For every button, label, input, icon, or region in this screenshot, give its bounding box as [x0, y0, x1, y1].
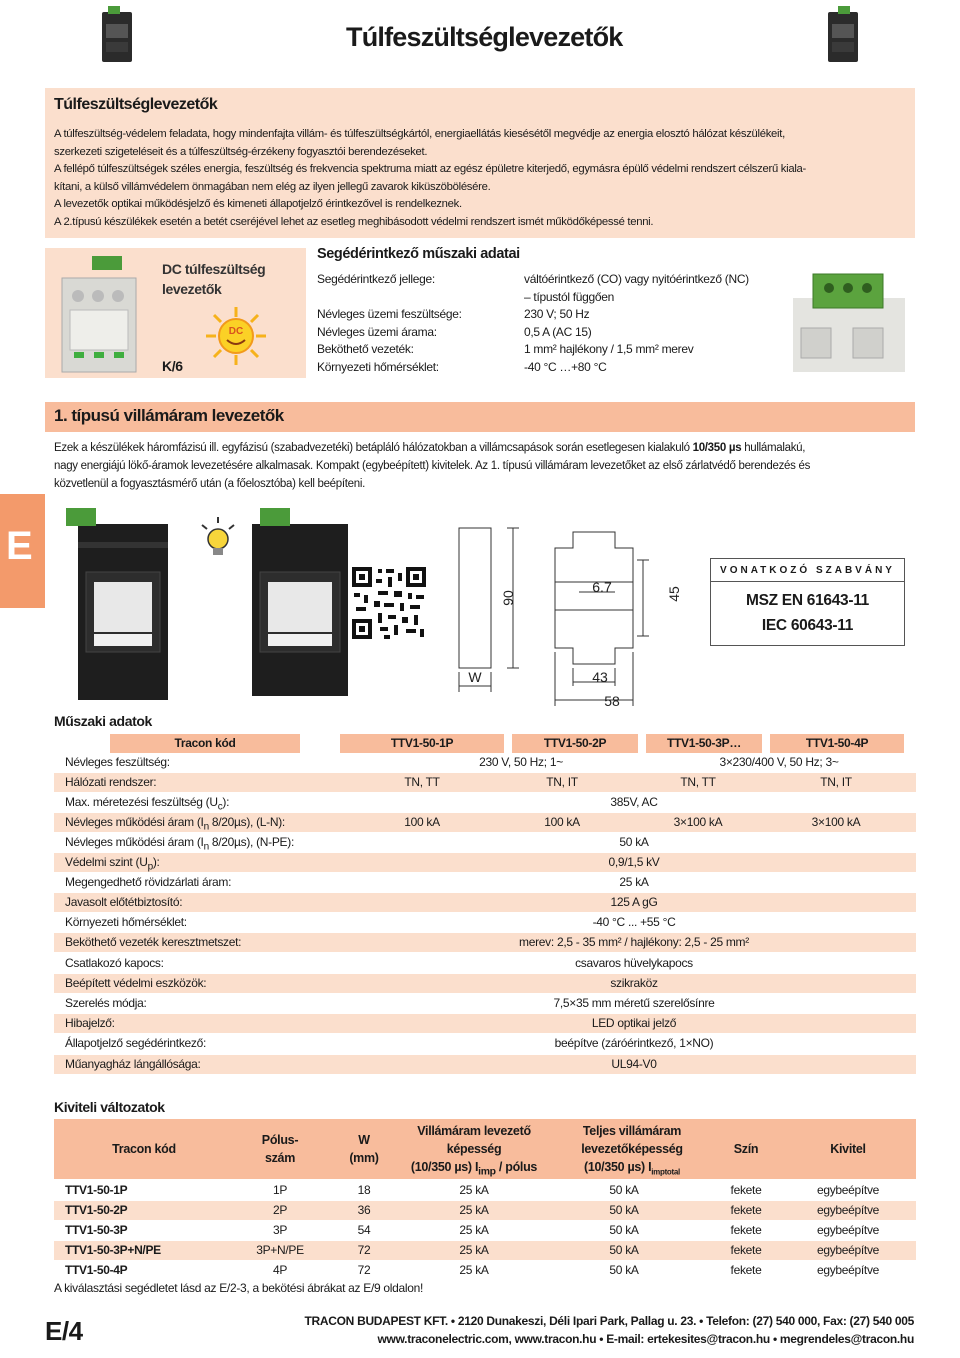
variant-poles: 4P: [272, 1263, 288, 1277]
head-line: levezetőképesség: [581, 1142, 683, 1156]
spec-value: 3×100 kA: [811, 815, 861, 829]
variant-total: 50 kA: [609, 1183, 639, 1197]
spec-row: [54, 913, 916, 932]
spec-value: beépítve (záróérintkező, 1×NO): [554, 1036, 714, 1050]
spec-row: [54, 893, 916, 912]
spec-label-text: ):: [222, 795, 230, 809]
variant-poles: 1P: [272, 1183, 288, 1197]
spec-label: [65, 815, 285, 832]
variant-row: [54, 1201, 916, 1220]
aux-label: Névleges üzemi árama:: [317, 325, 437, 339]
aux-label: Névleges üzemi feszültsége:: [317, 307, 462, 321]
variants-head-type: Kivitel: [830, 1142, 866, 1156]
dc-title-line: levezetők: [162, 281, 222, 297]
lightbulb-icon: [196, 515, 240, 559]
spec-header-col: TTV1-50-3P…: [646, 734, 762, 753]
type1-line: nagy energiájú lökő-áramok levezetésére alkalmasak. Kompakt (egybeépített) kivitelek. Az 1. típusú villámáram levezetőket az első zárlatvédő berendezés és: [54, 460, 811, 472]
spec-label: Névleges feszültség:: [65, 755, 170, 769]
variant-imp: 25 kA: [459, 1223, 489, 1237]
spec-row: [54, 773, 916, 792]
aux-row: [317, 307, 777, 325]
page-title: Túlfeszültséglevezetők: [346, 22, 623, 52]
spec-value: UL94-V0: [611, 1057, 657, 1071]
intro-title: Túlfeszültséglevezetők: [54, 96, 218, 113]
dc-title: [162, 259, 265, 299]
spec-label: Beépített védelmi eszközök:: [65, 976, 207, 990]
section-tab-label: E: [6, 524, 33, 568]
variant-color: fekete: [730, 1263, 762, 1277]
sun-icon: [200, 305, 272, 367]
aux-row: [317, 272, 777, 290]
spec-value: 3×100 kA: [673, 815, 723, 829]
aux-row: [317, 290, 777, 308]
type1-text-part: Ezek a készülékek háromfázisú ill. egyfázisú (szabadvezetéki) betápláló hálózatokban a villámcsapások során esetlegesen kialakuló: [54, 442, 693, 454]
head-text: (10/350 µs) I: [410, 1160, 479, 1174]
spec-label-text: ):: [152, 855, 160, 869]
variant-width: 18: [357, 1183, 371, 1197]
variants-head-width: [334, 1131, 394, 1167]
spec-row: [54, 753, 916, 772]
intro-text: [54, 126, 906, 232]
variants-head-imp: [399, 1122, 549, 1182]
spec-value: TN, IT: [546, 775, 578, 789]
variant-code: TTV1-50-3P+N/PE: [65, 1243, 161, 1257]
spec-label-sub: p: [147, 861, 153, 873]
head-line: szám: [264, 1151, 296, 1165]
spec-value: -40 °C ... +55 °C: [592, 915, 676, 929]
section-title: 1. típusú villámáram levezetők: [54, 406, 284, 425]
variant-row: [54, 1241, 916, 1260]
aux-value: 1 mm² hajlékony / 1,5 mm² merev: [524, 342, 694, 356]
spec-row: [54, 833, 916, 852]
spec-value: 25 kA: [619, 875, 649, 889]
spec-row: [54, 873, 916, 892]
spec-row: [54, 974, 916, 993]
variant-poles: 3P+N/PE: [256, 1243, 304, 1257]
type1-text-bold: 10/350 µs: [692, 442, 742, 454]
section-bar-type1: [45, 402, 915, 432]
aux-row: [317, 325, 777, 343]
variant-width: 54: [357, 1223, 371, 1237]
spec-value: szikraköz: [610, 976, 658, 990]
product-image-2: [246, 502, 356, 698]
intro-line: A 2.típusú készülékek esetén a betét cseréjével lehet az esetleg meghibásodott védelmi rendszert ismét működőképessé tenni.: [54, 215, 654, 228]
intro-line: A túlfeszültség-védelem feladata, hogy mindenfajta villám- és túlfeszültségkártól, energiaellátás kiesésétől megvédje az energia elosztó hálózat készülékeit,: [54, 128, 785, 140]
spec-value: csavaros hüvelykapocs: [575, 956, 693, 970]
variant-color: fekete: [730, 1223, 762, 1237]
variant-width: 36: [357, 1203, 371, 1217]
variants-head-poles: [240, 1131, 320, 1167]
variants-head-color: Szín: [733, 1142, 759, 1156]
dim-depth: 6.7: [592, 579, 612, 595]
spec-row: [54, 1034, 916, 1053]
head-line: [557, 1158, 707, 1182]
head-line: Villámáram levezető: [417, 1124, 531, 1138]
variant-type: egybeépítve: [816, 1203, 880, 1217]
dc-code: K/6: [162, 358, 183, 374]
variant-imp: 25 kA: [459, 1243, 489, 1257]
intro-line: kítani, a külső villámvédelem önmagában nem elég az ilyen jellegű zavarok kiküszöbölésére.: [54, 180, 491, 193]
variant-total: 50 kA: [609, 1263, 639, 1277]
spec-label: Megengedhető rövidzárlati áram:: [65, 875, 232, 889]
spec-value: 100 kA: [544, 815, 580, 829]
head-text: (10/350 µs) I: [584, 1160, 652, 1174]
spec-label-sub: n: [203, 821, 209, 833]
spec-value: 3×230/400 V, 50 Hz; 3~: [719, 755, 839, 769]
spec-label: [65, 795, 229, 812]
aux-value: – típustól függően: [524, 290, 615, 304]
dim-58: 58: [604, 693, 620, 709]
variant-poles: 3P: [272, 1223, 288, 1237]
variant-color: fekete: [730, 1183, 762, 1197]
spec-row: [54, 813, 916, 832]
page-number: E/4: [45, 1316, 83, 1346]
head-text: / pólus: [495, 1160, 538, 1174]
head-sub: imptotal: [651, 1167, 680, 1177]
spec-label: Hibajelző:: [65, 1016, 115, 1030]
head-line: Teljes villámáram: [582, 1124, 682, 1138]
dim-45: 45: [666, 586, 682, 602]
variant-total: 50 kA: [609, 1203, 639, 1217]
spec-label: Szerelés módja:: [65, 996, 147, 1010]
aux-contact-image: [793, 268, 905, 372]
dim-height: 90: [500, 590, 516, 606]
spec-header-code: Tracon kód: [110, 734, 300, 753]
product-image-1: [58, 502, 188, 702]
type1-line: közvetlenül a fogyasztásmérő után (a főelosztóba) kell beépíteni.: [54, 478, 365, 490]
aux-label: Környezeti hőmérséklet:: [317, 360, 439, 374]
spec-label-sub: c: [217, 801, 223, 813]
dc-badge: DC: [228, 326, 244, 337]
intro-line: A levezetők optikai működésjelző és kimeneti állapotjelző érintkezővel is rendelkeznek.: [54, 198, 462, 211]
variant-width: 72: [357, 1243, 371, 1257]
aux-label: Segédérintkező jellege:: [317, 272, 435, 286]
standards-heading: VONATKOZÓ SZABVÁNY: [711, 559, 904, 582]
variant-code: TTV1-50-1P: [65, 1183, 128, 1197]
variant-imp: 25 kA: [459, 1203, 489, 1217]
qr-code: [350, 565, 428, 641]
head-line: képesség: [446, 1142, 502, 1156]
spec-label: [65, 835, 294, 852]
head-line: [399, 1158, 549, 1182]
variant-type: egybeépítve: [816, 1263, 880, 1277]
spec-label: Műanyagház lángállósága:: [65, 1057, 201, 1071]
spec-label-text: 8/20µs), (N-PE):: [208, 835, 294, 849]
standards-box: [710, 558, 905, 646]
aux-label: Beköthető vezeték:: [317, 342, 414, 356]
spec-label-sub: n: [203, 841, 209, 853]
standard-2: IEC 60643-11: [761, 617, 854, 634]
type1-line: [54, 439, 914, 457]
variants-head-total: [557, 1122, 707, 1182]
spec-value: TN, TT: [404, 775, 440, 789]
spec-value: TN, IT: [820, 775, 852, 789]
variant-type: egybeépítve: [816, 1183, 880, 1197]
spec-row: [54, 1055, 916, 1074]
spec-value: LED optikai jelző: [591, 1016, 677, 1030]
aux-title: Segédérintkező műszaki adatai: [317, 246, 520, 262]
aux-value: 230 V; 50 Hz: [524, 307, 590, 321]
variant-row: [54, 1261, 916, 1280]
aux-row: [317, 342, 777, 360]
spec-row: [54, 853, 916, 872]
variant-total: 50 kA: [609, 1223, 639, 1237]
aux-value: -40 °C …+80 °C: [524, 360, 607, 374]
standard-1: MSZ EN 61643-11: [745, 592, 869, 609]
spec-value: 0,9/1,5 kV: [608, 855, 660, 869]
variant-width: 72: [357, 1263, 371, 1277]
variant-poles: 2P: [272, 1203, 288, 1217]
footer-address: TRACON BUDAPEST KFT. • 2120 Dunakeszi, Déli Ipari Park, Pallag u. 23. • Telefon: (27) 540 000, Fax: (27) 540 005: [304, 1314, 914, 1328]
head-line: W: [358, 1133, 370, 1147]
spec-label: Csatlakozó kapocs:: [65, 956, 164, 970]
spec-value: 125 A gG: [610, 895, 658, 909]
variant-code: TTV1-50-3P: [65, 1223, 128, 1237]
spec-label: Környezeti hőmérséklet:: [65, 915, 187, 929]
product-thumbnail-right: [822, 6, 864, 66]
spec-label-text: Védelmi szint (U: [65, 855, 148, 869]
product-thumbnail-left: [96, 6, 138, 66]
spec-value: 100 kA: [404, 815, 440, 829]
spec-label-text: Max. méretezési feszültség (U: [65, 795, 218, 809]
variants-head-code: Tracon kód: [112, 1142, 176, 1156]
spec-value: 7,5×35 mm méretű szerelősínre: [553, 996, 715, 1010]
variants-title: Kiviteli változatok: [54, 1099, 165, 1115]
spec-value: merev: 2,5 - 35 mm² / hajlékony: 2,5 - 25 mm²: [519, 935, 749, 949]
spec-header-col: TTV1-50-2P: [512, 734, 638, 753]
spec-value: 385V, AC: [610, 795, 658, 809]
aux-value: 0,5 A (AC 15): [524, 325, 592, 339]
variant-row: [54, 1181, 916, 1200]
spec-label: Javasolt előtétbiztosító:: [65, 895, 183, 909]
variant-color: fekete: [730, 1203, 762, 1217]
section-tab: [0, 494, 45, 608]
dim-width: W: [468, 669, 482, 685]
type1-text-part: hullámalakú,: [741, 442, 806, 454]
type1-text: [54, 439, 914, 493]
spec-header-col: TTV1-50-4P: [770, 734, 904, 753]
aux-row: [317, 360, 777, 378]
variant-code: TTV1-50-4P: [65, 1263, 128, 1277]
spec-value: TN, TT: [680, 775, 716, 789]
spec-value: 50 kA: [619, 835, 649, 849]
specs-title: Műszaki adatok: [54, 713, 152, 729]
spec-label: Állapotjelző segédérintkező:: [65, 1036, 207, 1050]
spec-value: 230 V, 50 Hz; 1~: [479, 755, 563, 769]
spec-row: [54, 933, 916, 952]
spec-row: [54, 954, 916, 973]
variant-code: TTV1-50-2P: [65, 1203, 128, 1217]
footer-contact: www.traconelectric.com, www.tracon.hu • E-mail: ertekesites@tracon.hu • megrendeles@tracon.hu: [377, 1332, 914, 1346]
spec-label-text: 8/20µs), (L-N):: [208, 815, 285, 829]
spec-label: [65, 855, 160, 872]
intro-line: szerkezeti szigeteléseit és a túlfeszültség-érzékeny fogyasztói berendezéseket.: [54, 145, 428, 158]
spec-label: Hálózati rendszer:: [65, 775, 157, 789]
spec-row: [54, 1014, 916, 1033]
dc-product-image: [52, 252, 152, 376]
variant-row: [54, 1221, 916, 1240]
variant-imp: 25 kA: [459, 1183, 489, 1197]
spec-row: [54, 994, 916, 1013]
dim-43: 43: [592, 669, 608, 685]
dimension-drawing: [455, 522, 695, 712]
intro-box: [45, 88, 915, 238]
head-line: Pólus-: [261, 1133, 299, 1147]
variants-header: [54, 1119, 916, 1179]
aux-value: váltóérintkező (CO) vagy nyitóérintkező (NC): [524, 272, 749, 286]
spec-row: [54, 793, 916, 812]
variant-type: egybeépítve: [816, 1223, 880, 1237]
variant-color: fekete: [730, 1243, 762, 1257]
variant-total: 50 kA: [609, 1243, 639, 1257]
variants-note: A kiválasztási segédletet lásd az E/2-3, a bekötési ábrákat az E/9 oldalon!: [54, 1281, 424, 1295]
spec-label-text: Névleges működési áram (I: [65, 815, 204, 829]
head-line: (mm): [349, 1151, 379, 1165]
dc-title-line: DC túlfeszültség: [162, 261, 266, 277]
spec-label: Beköthető vezeték keresztmetszet:: [65, 935, 242, 949]
spec-header-col: TTV1-50-1P: [340, 734, 504, 753]
variant-type: egybeépítve: [816, 1243, 880, 1257]
spec-label-text: Névleges működési áram (I: [65, 835, 204, 849]
head-sub: imp: [478, 1166, 496, 1178]
variant-imp: 25 kA: [459, 1263, 489, 1277]
intro-line: A fellépő túlfeszültségek széles energia, feszültség és frekvencia spektruma miatt az egész épületre kiterjedő, egymásra épülő védelmi rendszert célszerű kiala-: [54, 163, 806, 176]
